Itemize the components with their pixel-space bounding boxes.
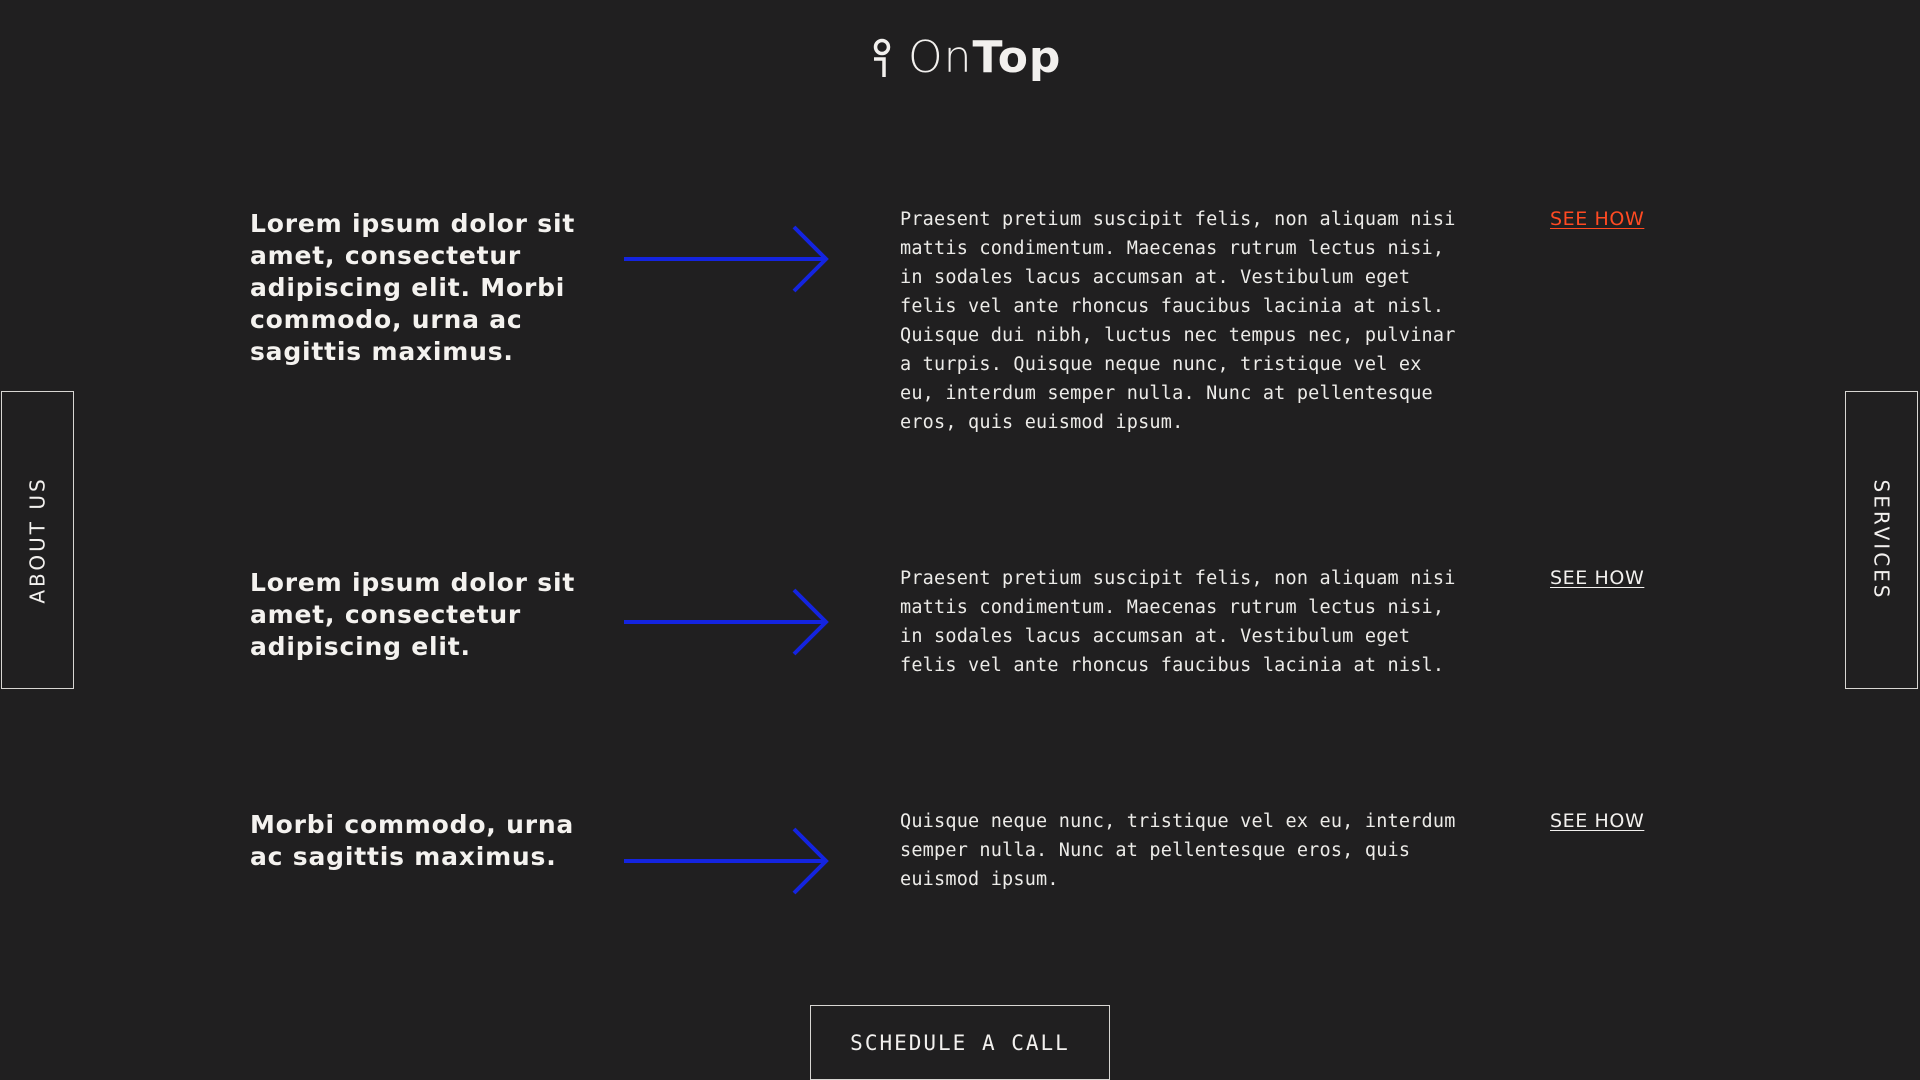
see-how-link[interactable]: SEE HOW <box>1550 810 1645 832</box>
row-description: Praesent pretium suscipit felis, non aliquam nisi mattis condimentum. Maecenas rutrum lectus nisi, in sodales lacus accumsan at. Vestibulum eget felis vel ante rhoncus faucibus lacinia at nisl. Quisque dui nibh, luctus nec tempus nec, pulvinar a turpis. Quisque neque nunc, tristique vel ex eu, interdum semper nulla. Nunc at pellentesque eros, quis euismod ipsum. <box>900 209 1456 433</box>
about-us-tab[interactable] <box>1 391 74 689</box>
arrow-right-icon <box>622 225 830 293</box>
services-label: SERVICES <box>1869 479 1894 601</box>
row-description: Quisque neque nunc, tristique vel ex eu, interdum semper nulla. Nunc at pellentesque eros, quis euismod ipsum. <box>900 811 1456 890</box>
see-how-link[interactable]: SEE HOW <box>1550 208 1645 230</box>
arrow-right-icon <box>622 827 830 895</box>
row-headline: Lorem ipsum dolor sit amet, consectetur adipiscing elit. <box>250 568 576 661</box>
schedule-call-button[interactable]: SCHEDULE A CALL <box>810 1005 1110 1080</box>
brand-name-light: On <box>908 32 973 83</box>
about-us-label: ABOUT US <box>25 476 50 604</box>
services-tab[interactable] <box>1845 391 1918 689</box>
ontop-logo[interactable] <box>872 30 1061 86</box>
row-description: Praesent pretium suscipit felis, non aliquam nisi mattis condimentum. Maecenas rutrum lectus nisi, in sodales lacus accumsan at. Vestibulum eget felis vel ante rhoncus faucibus lacinia at nisl. <box>900 568 1456 676</box>
ontop-mark-icon <box>872 36 894 80</box>
brand-name-bold: Top <box>972 32 1062 83</box>
see-how-link[interactable]: SEE HOW <box>1550 567 1645 589</box>
row-headline: Lorem ipsum dolor sit amet, consectetur adipiscing elit. Morbi commodo, urna ac sagittis maximus. <box>250 209 576 366</box>
brand-name <box>908 32 1062 83</box>
row-headline: Morbi commodo, urna ac sagittis maximus. <box>250 810 575 871</box>
arrow-right-icon <box>622 588 830 656</box>
